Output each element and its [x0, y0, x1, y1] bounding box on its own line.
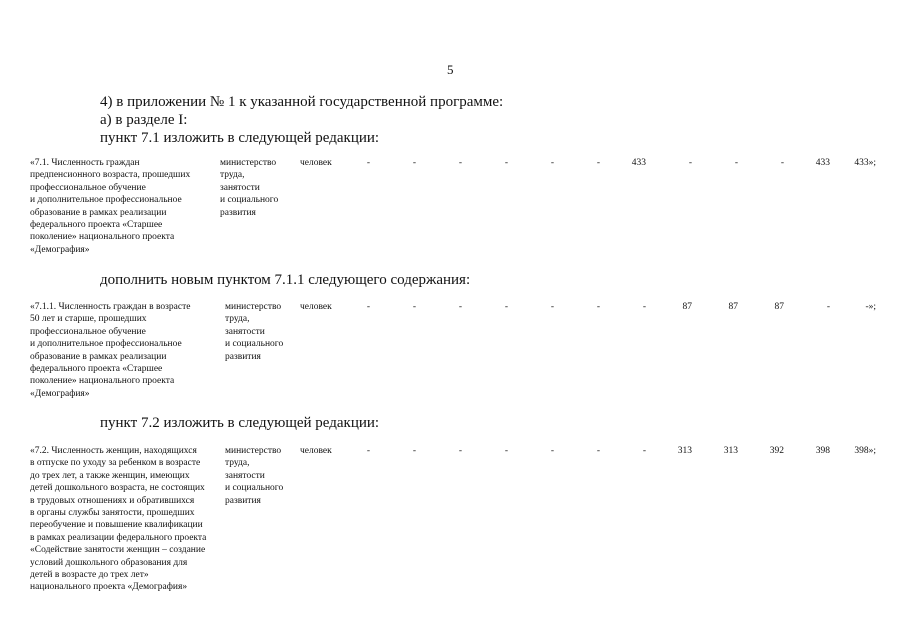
- row-description: «7.1.1. Численность граждан в возрасте 50 лет и старше, прошедших профессиональное обучение и дополнительное профессиональное образование в рамках реализации федерального проекта «Старшее поколение» национального проекта «Демография»: [30, 302, 191, 399]
- row-value: -: [596, 302, 600, 312]
- row-value: -: [550, 302, 554, 312]
- row-value: 313: [677, 446, 692, 456]
- row-responsible: министерство труда, занятости и социального развития: [225, 302, 284, 362]
- table-row-7-2: [30, 445, 880, 595]
- row-value: 87: [728, 302, 738, 312]
- row-value: -: [504, 158, 508, 168]
- row-value: -: [366, 158, 370, 168]
- text-add-7-1-1: дополнить новым пунктом 7.1.1 следующего содержания:: [100, 272, 471, 288]
- row-value: -: [412, 446, 416, 456]
- row-value: 433: [815, 158, 830, 168]
- row-unit: человек: [300, 158, 332, 168]
- row-value: 433»;: [854, 158, 876, 168]
- row-responsible: министерство труда, занятости и социального развития: [220, 158, 279, 218]
- page-number: 5: [447, 62, 454, 77]
- row-value: 87: [774, 302, 784, 312]
- row-value: 398: [815, 446, 830, 456]
- row-value: -: [734, 158, 738, 168]
- row-value: -: [642, 446, 646, 456]
- table-row-7-1-1: [30, 301, 880, 401]
- row-value: -: [458, 446, 462, 456]
- row-description: «7.2. Численность женщин, находящихся в отпуске по уходу за ребенком в возрасте до трех лет, а также женщин, имеющих детей дошкольного возраста, не состоящих в трудовых отношениях и обратившихся в органы службы занятости, прошедших переобучение и повышение квалификации в рамках реализации федерального проекта «Содействие занятости женщин – создание условий дошкольного образования для детей в возрасте до трех лет» национального проекта «Демография»: [30, 446, 207, 593]
- row-value: -: [366, 302, 370, 312]
- row-value: -: [504, 446, 508, 456]
- row-value: 398»;: [854, 446, 876, 456]
- row-value: -: [412, 302, 416, 312]
- row-value: -: [780, 158, 784, 168]
- row-value: 433: [631, 158, 646, 168]
- text-7-2: пункт 7.2 изложить в следующей редакции:: [100, 415, 380, 431]
- row-value: 392: [769, 446, 784, 456]
- row-value: -: [642, 302, 646, 312]
- heading-line-1: 4) в приложении № 1 к указанной государственной программе:: [100, 94, 504, 110]
- row-description: «7.1. Численность граждан предпенсионного возраста, прошедших профессиональное обучение и дополнительное профессиональное образование в рамках реализации федерального проекта «Старшее поколение» национального проекта «Демография»: [30, 158, 191, 255]
- row-unit: человек: [300, 302, 332, 312]
- heading-line-2: а) в разделе I:: [100, 112, 188, 128]
- row-value: -: [412, 158, 416, 168]
- row-value: -: [458, 158, 462, 168]
- table-row-7-1: [30, 157, 880, 257]
- row-value: -: [688, 158, 692, 168]
- heading-line-3: пункт 7.1 изложить в следующей редакции:: [100, 130, 380, 146]
- row-value: -: [596, 446, 600, 456]
- row-value: 87: [682, 302, 692, 312]
- row-value: -: [458, 302, 462, 312]
- row-responsible: министерство труда, занятости и социального развития: [225, 446, 284, 506]
- row-value: -»;: [865, 302, 876, 312]
- row-value: -: [550, 446, 554, 456]
- row-value: -: [596, 158, 600, 168]
- row-value: -: [366, 446, 370, 456]
- row-value: -: [550, 158, 554, 168]
- row-value: 313: [723, 446, 738, 456]
- row-value: -: [826, 302, 830, 312]
- row-value: -: [504, 302, 508, 312]
- row-unit: человек: [300, 446, 332, 456]
